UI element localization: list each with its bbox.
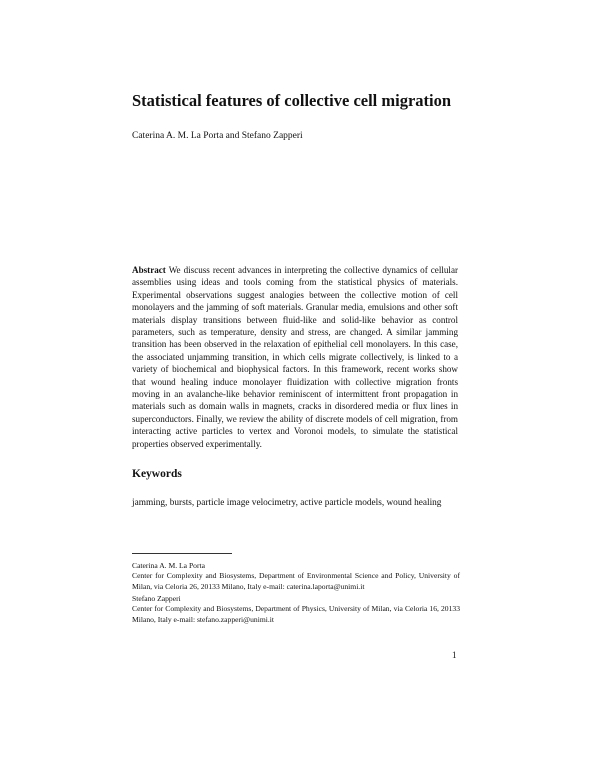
abstract-label: Abstract [132, 265, 166, 275]
affiliation-block [132, 594, 460, 625]
keywords-text: jamming, bursts, particle image velocimetry, active particle models, wound healing [132, 498, 442, 508]
keywords-heading: Keywords [132, 468, 182, 480]
affiliation-name: Stefano Zapperi [132, 594, 181, 603]
affiliation-address: Center for Complexity and Biosystems, Department of Physics, University of Milan, via Celoria 16, 20133 Milano, Italy e-mail: stefano.zapperi@unimi.it [132, 604, 460, 624]
author-line: Caterina A. M. La Porta and Stefano Zapperi [132, 131, 303, 141]
affiliation-block [132, 561, 460, 592]
affiliation-name: Caterina A. M. La Porta [132, 561, 205, 570]
footnote-divider [132, 553, 232, 554]
paper-title: Statistical features of collective cell migration [132, 91, 452, 110]
abstract-text: We discuss recent advances in interpreting the collective dynamics of cellular assemblies using ideas and tools coming from the statistical physics of materials. Experimental observations suggest analogies between the collective motion of cell monolayers and the jamming of soft materials. Granular media, emulsions and other soft materials display transitions between fluid-like and solid-like behavior as control parameters, such as temperature, density and stress, are changed. A similar jamming transition has been observed in the relaxation of epithelial cell monolayers. In this case, the associated unjamming transition, in which cells migrate collectively, is linked to a variety of biochemical and biophysical factors. In this framework, recent works show that wound healing induce monolayer fluidization with collective migration fronts moving in an avalanche-like behavior reminiscent of intermittent front propagation in materials such as domain walls in magnets, cracks in disordered media or flux lines in superconductors. Finally, we review the ability of discrete models of cell migration, from interacting active particles to vertex and Voronoi models, to simulate the statistical properties observed experimentally. [132, 265, 459, 449]
abstract [132, 264, 458, 450]
page-number: 1 [452, 650, 457, 660]
affiliation-address: Center for Complexity and Biosystems, Department of Environmental Science and Policy, University of Milan, via Celoria 26, 20133 Milano, Italy e-mail: caterina.laporta@unimi.it [132, 571, 460, 591]
